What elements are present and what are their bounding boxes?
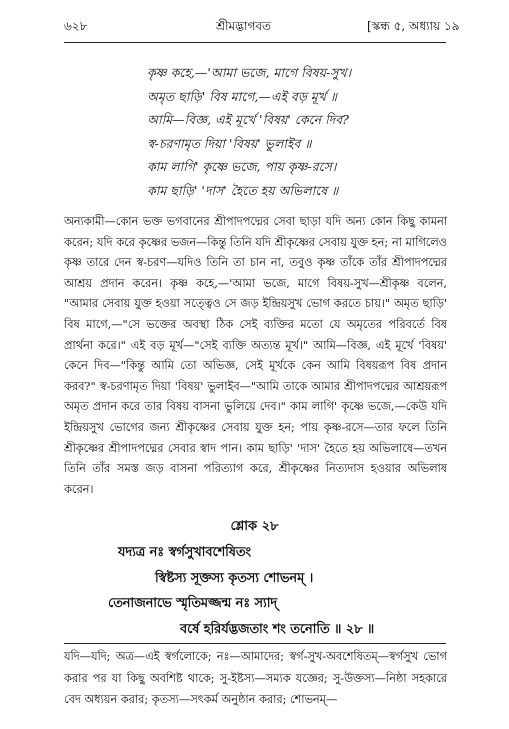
book-title: শ্রীমদ্ভাগবত <box>216 19 272 33</box>
sloka-block <box>0 540 509 642</box>
synonyms-block <box>64 646 447 711</box>
verse-line: কাম ছাড়ি' 'দাস' হৈতে হয় অভিলাষে ॥ <box>147 182 339 198</box>
verse-line: স্ব-চরণামৃত দিয়া 'বিষয়' ভুলাইব ॥ <box>147 135 312 151</box>
verse-line: কৃষ্ণ কহে,—'আমা ভজে, মাগে বিষয়-সুখ। <box>147 65 352 80</box>
sloka-line: স্বিষ্টস্য সূক্তস্য কৃতস্য শোভনম্ । <box>155 570 314 586</box>
header-rule <box>64 42 446 43</box>
verse-line: কাম লাগি' কৃষ্ণে ভজে, পায় কৃষ্ণ-রসে। <box>147 159 337 174</box>
synonyms-paragraph: যদি—যদি; অত্র—এই স্বর্গলোকে; নঃ—আমাদের; স্বর্গ-সুখ-অবশেষিতম্—স্বর্গসুখ ভোগ করার পর যা কিছু অবশিষ্ট থাকে; সু-ইষ্টস্য—সম্যক যজ্ঞের; সু-উক্তস্য—নিষ্ঠা সহকারে বেদ অধ্যয়ন করার; কৃতস্য—সৎকর্ম অনুষ্ঠান করার; শোভনম্— <box>64 650 447 706</box>
sloka-line: বর্ষে হরির্যদ্ভজতাং শং তনোতি ॥ ২৮ ॥ <box>180 621 375 637</box>
sloka-line: যদ্যত্র নঃ স্বর্গসুখাবশেষিতং <box>118 545 251 560</box>
synonyms-rule <box>64 643 446 644</box>
chapter-reference: [স্কন্ধ ৫, অধ্যায় ১৯ <box>367 19 460 33</box>
verse-line: আমি—বিজ্ঞ, এই মূর্খে 'বিষয়' কেনে দিব? <box>147 112 349 127</box>
purport-block <box>64 212 447 500</box>
sloka-heading: শ্লোক ২৮ <box>230 519 279 534</box>
page-number: ৬২৮ <box>64 19 88 33</box>
verse-block <box>147 61 351 202</box>
page-header <box>0 18 509 36</box>
purport-paragraph: অন্যকামী—কোন ভক্ত ভগবানের শ্রীপাদপদ্মের সেবা ছাড়া যদি অন্য কোন কিছু কামনা করেন; যদি করে কৃষ্ণের ভজন—কিন্তু তিনি যদি শ্রীকৃষ্ণের সেবায় যুক্ত হন; না মাগিলেও কৃষ্ণ তারে দেন স্ব-চরণ—যদিও তিনি তা চান না, তবুও কৃষ্ণ তাঁকে তাঁর শ্রীপাদপদ্মের আশ্রয় প্রদান করেন। কৃষ্ণ কহে,—'আমা ভজে, মাগে বিষয়-সুখ—শ্রীকৃষ্ণ বলেন, "আমার সেবায় যুক্ত হওয়া সত্ত্বেও সে জড় ইন্দ্রিয়সুখ ভোগ করতে চায়।" অমৃত ছাড়ি' বিষ মাগে,—"সে ভক্তের অবস্থা ঠিক সেই ব্যক্তির মতো যে অমৃতের পরিবর্তে বিষ প্রার্থনা করে।" এই বড় মূর্খ—"সেই ব্যক্তি অত্যন্ত মূর্খ।" আমি—বিজ্ঞ, এই মূর্খে 'বিষয়' কেনে দিব—"কিন্তু আমি তো অভিজ্ঞ, সেই মূর্খকে কেন আমি বিষয়রূপ বিষ প্রদান করব?" স্ব-চরণামৃত দিয়া 'বিষয়' ভুলাইব—"আমি তাকে আমার শ্রীপাদপদ্মের আশ্রয়রূপ অমৃত প্রদান করে তার বিষয় বাসনা ভুলিয়ে দেব।" কাম লাগি' কৃষ্ণে ভজে,—কেউ যদি ইন্দ্রিয়সুখ ভোগের জন্য শ্রীকৃষ্ণের সেবায় যুক্ত হন; পায় কৃষ্ণ-রসে—তার ফলে তিনি শ্রীকৃষ্ণের শ্রীপাদপদ্মের সেবার স্বাদ পান। কাম ছাড়ি' 'দাস' হৈতে হয় অভিলাষে—তখন তিনি তাঁর সমস্ত জড় বাসনা পরিত্যাগ করে, শ্রীকৃষ্ণের নিত্যদাস হওয়ার অভিলাষ করেন। <box>64 215 447 496</box>
sloka-line: তেনাজনাভে স্মৃতিমজ্জন্ম নঃ স্যাদ্ <box>108 596 278 611</box>
verse-line: অমৃত ছাড়ি' বিষ মাগে,—এই বড় মূর্খ ॥ <box>147 88 337 104</box>
